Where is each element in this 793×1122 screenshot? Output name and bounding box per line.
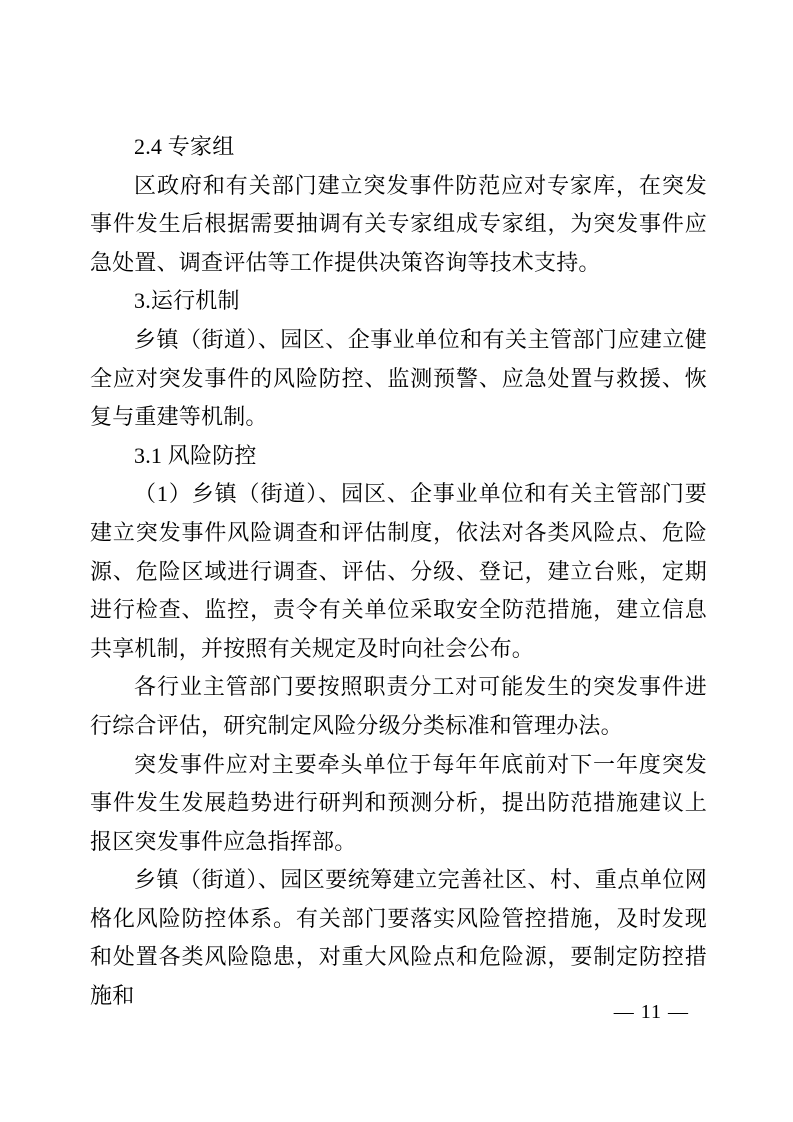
document-body — [90, 128, 707, 1016]
body-paragraph: 突发事件应对主要牵头单位于每年年底前对下一年度突发事件发生发展趋势进行研判和预测分析，提出防范措施建议上报区突发事件应急指挥部。 — [90, 751, 707, 854]
page-number: — 11 — — [613, 1001, 689, 1023]
section-heading: 3.1 风险防控 — [134, 442, 257, 468]
body-paragraph: 乡镇（街道）、园区要统筹建立完善社区、村、重点单位网格化风险防控体系。有关部门要落实风险管控措施，及时发现和处置各类风险隐患，对重大风险点和危险源，要制定防控措施和 — [90, 867, 707, 1009]
section-heading: 2.4 专家组 — [134, 134, 235, 159]
section-heading: 3.运行机制 — [134, 288, 240, 314]
body-paragraph: 乡镇（街道）、园区、企事业单位和有关主管部门应建立健全应对突发事件的风险防控、监测预警、应急处置与救援、恢复与重建等机制。 — [90, 326, 707, 430]
body-paragraph: 各行业主管部门要按照职责分工对可能发生的突发事件进行综合评估，研究制定风险分级分类标准和管理办法。 — [90, 674, 707, 738]
body-paragraph: 区政府和有关部门建立突发事件防范应对专家库，在突发事件发生后根据需要抽调有关专家组成专家组，为突发事件应急处置、调查评估等工作提供决策咨询等技术支持。 — [90, 172, 707, 275]
body-paragraph: （1）乡镇（街道）、园区、企事业单位和有关主管部门要建立突发事件风险调查和评估制度，依法对各类风险点、危险源、危险区域进行调查、评估、分级、登记，建立台账，定期进行检查、监控，责令有关单位采取安全防范措施，建立信息共享机制，并按照有关规定及时向社会公布。 — [90, 481, 707, 661]
